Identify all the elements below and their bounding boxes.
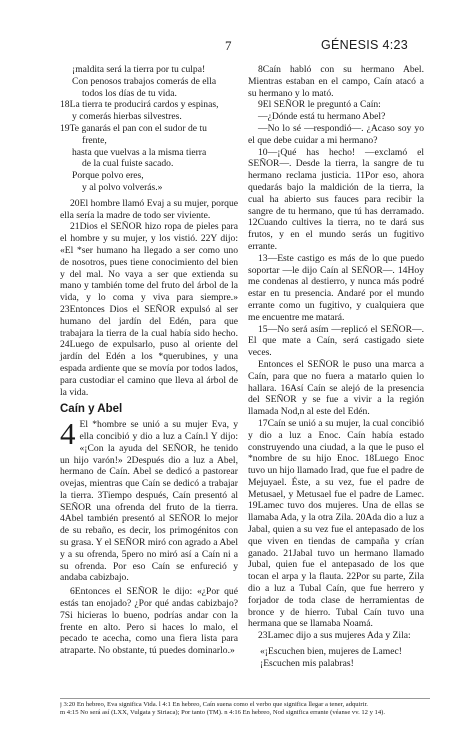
poem-line: Porque polvo eres,	[72, 170, 144, 182]
poem-line: ¡maldita será la tierra por tu culpa!	[72, 64, 206, 75]
footnotes	[60, 698, 430, 718]
poem-line: ¡Escuchen mis palabras!	[260, 657, 354, 669]
poem-line: 18La tierra te producirá cardos y espinas,	[60, 99, 219, 111]
poem-line: frente,	[82, 134, 107, 146]
chapter-start	[60, 416, 238, 584]
verse-paragraph: 15—No será asím —replicó el SEÑOR—. El que mate a Caín, será castigado siete veces.	[248, 323, 424, 359]
poem-line: Con penosos trabajos comerás de ella	[72, 75, 217, 87]
verse-paragraph: 21Dios el SEÑOR hizo ropa de pieles para el hombre y su mujer, y los vistió. 22Y dijo: «El *ser humano ha llegado a ser como uno de nosotros, pues tiene conocimiento del bien y del mal. No vaya a ser que extienda su mano y también tome del fruto del árbol de la vida, y lo coma y viva para siempre.» 23Entonces Dios el SEÑOR expulsó al ser humano del jardín del Edén, para que trabajara la tierra de la cual había sido hecho. 24Luego de expulsarlo, puso al oriente del jardín del Edén a los *querubines, y una espada ardiente que se movía por todos lados, para custodiar el camino que lleva al árbol de la vida.	[60, 221, 238, 398]
page-header	[0, 38, 456, 54]
footnote-line: j 3:20 En hebreo, Eva significa Vida. l 4:1 En hebreo, Caín suena como el verbo que significa llegar a tener, adquirir.	[60, 701, 368, 708]
verse-paragraph: —No lo sé —respondió—. ¿Acaso soy yo el que debe cuidar a mi hermano?	[248, 122, 424, 146]
verse-paragraph: 8Caín habló con su hermano Abel. Mientras estaban en el campo, Caín atacó a su hermano y lo mató.	[248, 64, 424, 99]
poem-block-1	[60, 64, 238, 194]
section-heading: Caín y Abel	[60, 403, 123, 416]
poem-line: «¡Escuchen bien, mujeres de Lamec!	[260, 646, 402, 658]
poem-line: 19Te ganarás el pan con el sudor de tu	[60, 122, 207, 134]
verse-paragraph: El *hombre se unió a su mujer Eva, y ella concibió y dio a luz a Caín.l Y dijo: «¡Con la ayuda del SEÑOR, he tenido un hijo varón!» 2Después dio a luz a Abel, hermano de Caín. Abel se dedicó a pastorear ovejas, mientras que Caín se dedicó a trabajar la tierra. 3Tiempo después, Caín presentó al SEÑOR una ofrenda del fruto de la tierra. 4Abel también presentó al SEÑOR lo mejor de su rebaño, es decir, los primogénitos con su grasa. Y el SEÑOR miró con agrado a Abel y a su ofrenda, 5pero no miró así a Caín ni a su ofrenda. Por eso Caín se enfureció y andaba cabizbajo.	[60, 419, 238, 584]
verse-paragraph: Entonces el SEÑOR le puso una marca a Caín, para que no fuera a matarlo quien lo hallara. 16Así Caín se alejó de la presencia del SEÑOR y se fue a vivir a la región llamada Nod,n al este del Edén.	[248, 358, 424, 418]
poem-line: todos los días de tu vida.	[82, 87, 177, 99]
poem-line: hasta que vuelvas a la misma tierra	[72, 146, 207, 158]
page-number: 7	[225, 38, 232, 53]
left-column	[60, 64, 238, 657]
poem-block-2	[248, 646, 424, 670]
verse-paragraph: 6Entonces el SEÑOR le dijo: «¿Por qué estás tan enojado? ¿Por qué andas cabizbajo? 7Si hicieras lo bueno, podrías andar con la frente en alto. Pero si haces lo malo, el pecado te acecha, como una fiera lista para atraparte. No obstante, tú puedes dominarlo.»	[60, 586, 238, 657]
verse-paragraph: 17Caín se unió a su mujer, la cual concibió y dio a luz a Enoc. Caín había estado construyendo una ciudad, a la que le puso el *nombre de su hijo Enoc. 18Luego Enoc tuvo un hijo llamado Irad, que fue el padre de Mejuyael. Éste, a su vez, fue el padre de Metusael, y Metusael fue el padre de Lamec. 19Lamec tuvo dos mujeres. Una de ellas se llamaba Ada, y la otra Zila. 20Ada dio a luz a Jabal, quien a su vez fue el antepasado de los que viven en tiendas de campaña y crían ganado. 21Jabal tuvo un hermano llamado Jubal, quien fue el antepasado de los que tocan el arpa y la flauta. 22Por su parte, Zila dio a luz a Tubal Caín, que fue herrero y forjador de toda clase de herramientas de bronce y de hierro. Tubal Caín tuvo una hermana que se llamaba Noamá.	[248, 417, 424, 630]
verse-paragraph: 23Lamec dijo a sus mujeres Ada y Zila:	[258, 630, 411, 642]
verse-paragraph: 13—Este castigo es más de lo que puedo soportar —le dijo Caín al SEÑOR—. 14Hoy me condenas al destierro, y nunca más podré estar en tu presencia. Andaré por el mundo errante como un fugitivo, y cualquiera que me encuentre me matará.	[248, 252, 424, 323]
verse-paragraph: —¿Dónde está tu hermano Abel?	[258, 111, 386, 123]
verse-paragraph: 20El hombre llamó Evaj a su mujer, porque ella sería la madre de todo ser viviente.	[60, 197, 238, 221]
verse-paragraph: 10—¡Qué has hecho! —exclamó el SEÑOR—. Desde la tierra, la sangre de tu hermano reclama justicia. 11Por eso, ahora quedarás bajo la maldición de la tierra, la cual ha abierto sus fauces para recibir la sangre de tu hermano, que tú has derramado. 12Cuando cultives la tierra, no te dará sus frutos, y en el mundo serás un fugitivo errante.	[248, 146, 424, 252]
poem-line: y al polvo volverás.»	[82, 181, 163, 193]
running-reference: GÉNESIS 4:23	[321, 38, 408, 52]
right-column	[248, 64, 424, 670]
poem-line: de la cual fuiste sacado.	[82, 158, 174, 170]
verse-paragraph: 9El SEÑOR le preguntó a Caín:	[258, 99, 381, 111]
poem-line: y comerás hierbas silvestres.	[72, 111, 182, 123]
footnote-line: m 4:15 No será así (LXX, Vulgata y Siriaca); Por tanto (TM). n 4:16 En hebreo, Nod significa errante (véanse vv. 12 y 14).	[60, 709, 385, 717]
chapter-number: 4	[60, 416, 76, 452]
